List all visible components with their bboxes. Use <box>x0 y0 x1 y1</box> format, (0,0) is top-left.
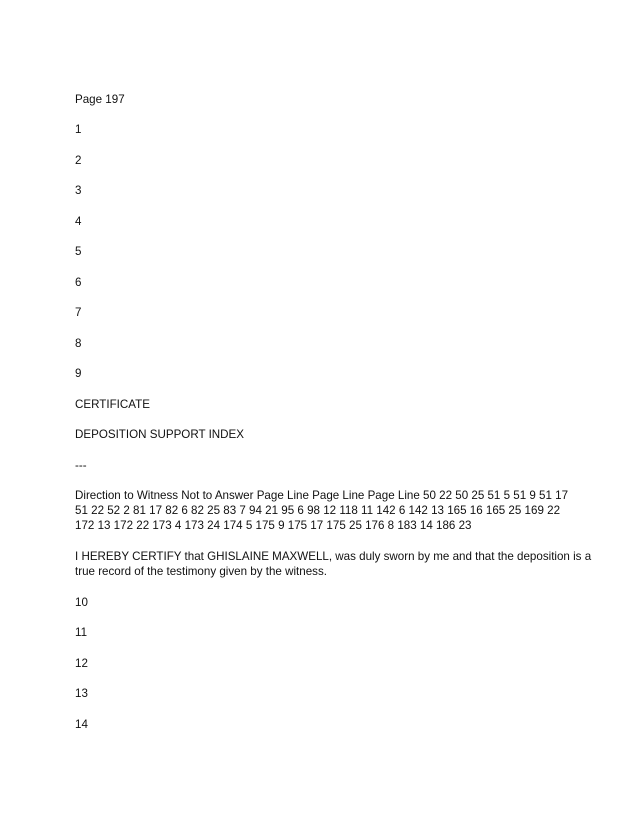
index-line: 172 13 172 22 173 4 173 24 174 5 175 9 175 17 175 25 176 8 183 14 186 23 <box>75 519 472 532</box>
line-number: 8 <box>75 337 82 350</box>
line-number: 2 <box>75 154 82 167</box>
certification-line: true record of the testimony given by the witness. <box>75 565 327 578</box>
line-number: 9 <box>75 367 82 380</box>
line-number: 7 <box>75 306 82 319</box>
line-number: 3 <box>75 184 82 197</box>
line-number: 13 <box>75 687 88 700</box>
line-number: 5 <box>75 245 82 258</box>
line-number: 4 <box>75 215 82 228</box>
index-heading: DEPOSITION SUPPORT INDEX <box>75 428 245 441</box>
page-header: Page 197 <box>75 93 125 106</box>
line-number: 10 <box>75 596 88 609</box>
index-line: Direction to Witness Not to Answer Page Line Page Line Page Line 50 22 50 25 51 5 51 9 51 17 <box>75 489 569 502</box>
line-number: 11 <box>75 626 88 639</box>
certification-line: I HEREBY CERTIFY that GHISLAINE MAXWELL, was duly sworn by me and that the deposition is a <box>75 550 592 563</box>
line-number: 1 <box>75 123 82 136</box>
separator-text: --- <box>75 459 87 472</box>
index-line: 51 22 52 2 81 17 82 6 82 25 83 7 94 21 95 6 98 12 118 11 142 6 142 13 165 16 165 25 169 22 <box>75 504 561 517</box>
certificate-heading: CERTIFICATE <box>75 398 150 411</box>
line-number: 14 <box>75 718 88 731</box>
line-number: 6 <box>75 276 82 289</box>
line-number: 12 <box>75 657 88 670</box>
